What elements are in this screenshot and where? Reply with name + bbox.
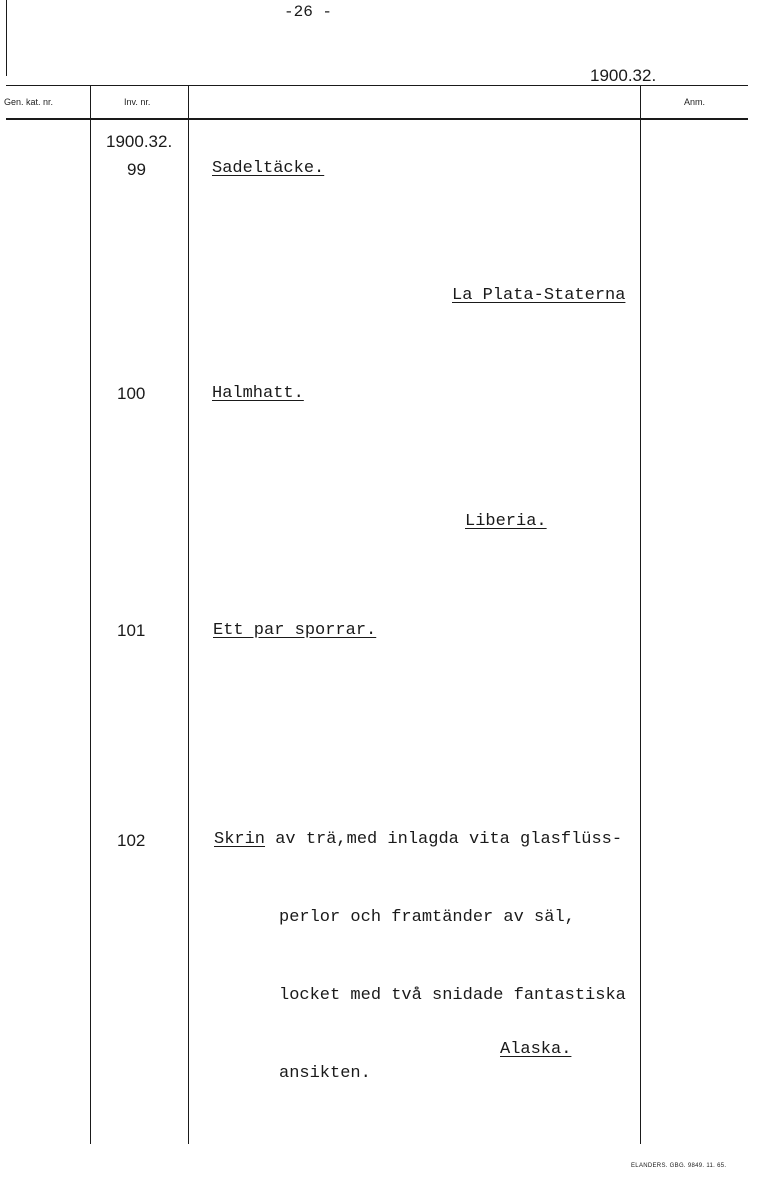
column-header-anm: Anm. bbox=[684, 97, 706, 107]
entry-region-99: La Plata-Staterna bbox=[452, 286, 626, 305]
entry-title-99: Sadeltäcke. bbox=[212, 159, 325, 178]
entry-description-line: locket med två snidade fantastiska bbox=[279, 986, 626, 1005]
entry-number-101: 101 bbox=[117, 621, 146, 640]
header-bottom-rule bbox=[6, 118, 748, 120]
entry-number-100: 100 bbox=[117, 384, 146, 403]
column-divider-1 bbox=[90, 86, 91, 1144]
entry-series-number: 1900.32. bbox=[106, 132, 173, 151]
entry-region-100: Liberia. bbox=[465, 512, 547, 531]
entry-region-102: Alaska. bbox=[500, 1040, 572, 1059]
entry-title-101: Ett par sporrar. bbox=[213, 621, 377, 640]
sheet-series-number: 1900.32. bbox=[590, 66, 657, 85]
entry-title-102 bbox=[214, 827, 622, 853]
header-top-rule bbox=[6, 85, 748, 86]
top-left-margin-line bbox=[6, 0, 7, 76]
entry-number-102: 102 bbox=[117, 831, 146, 850]
column-divider-3 bbox=[640, 86, 641, 1144]
printer-mark: ELANDERS. GBG. 9849. 11. 65. bbox=[631, 1163, 727, 1169]
column-header-inv: Inv. nr. bbox=[124, 97, 151, 107]
entry-description-line: perlor och framtänder av säl, bbox=[279, 908, 575, 927]
entry-title-100: Halmhatt. bbox=[212, 384, 304, 403]
entry-description-line: ansikten. bbox=[279, 1064, 371, 1083]
entry-description-102 bbox=[279, 853, 626, 1113]
column-header-gen-kat: Gen. kat. nr. bbox=[4, 97, 54, 107]
entry-title-102-keyword: Skrin bbox=[214, 830, 266, 849]
entry-title-102-rest: av trä,med inlagda vita glasflüss- bbox=[265, 830, 623, 849]
page-number: -26 - bbox=[284, 3, 333, 21]
entry-number-99: 99 bbox=[127, 160, 146, 179]
column-divider-2 bbox=[188, 86, 189, 1144]
